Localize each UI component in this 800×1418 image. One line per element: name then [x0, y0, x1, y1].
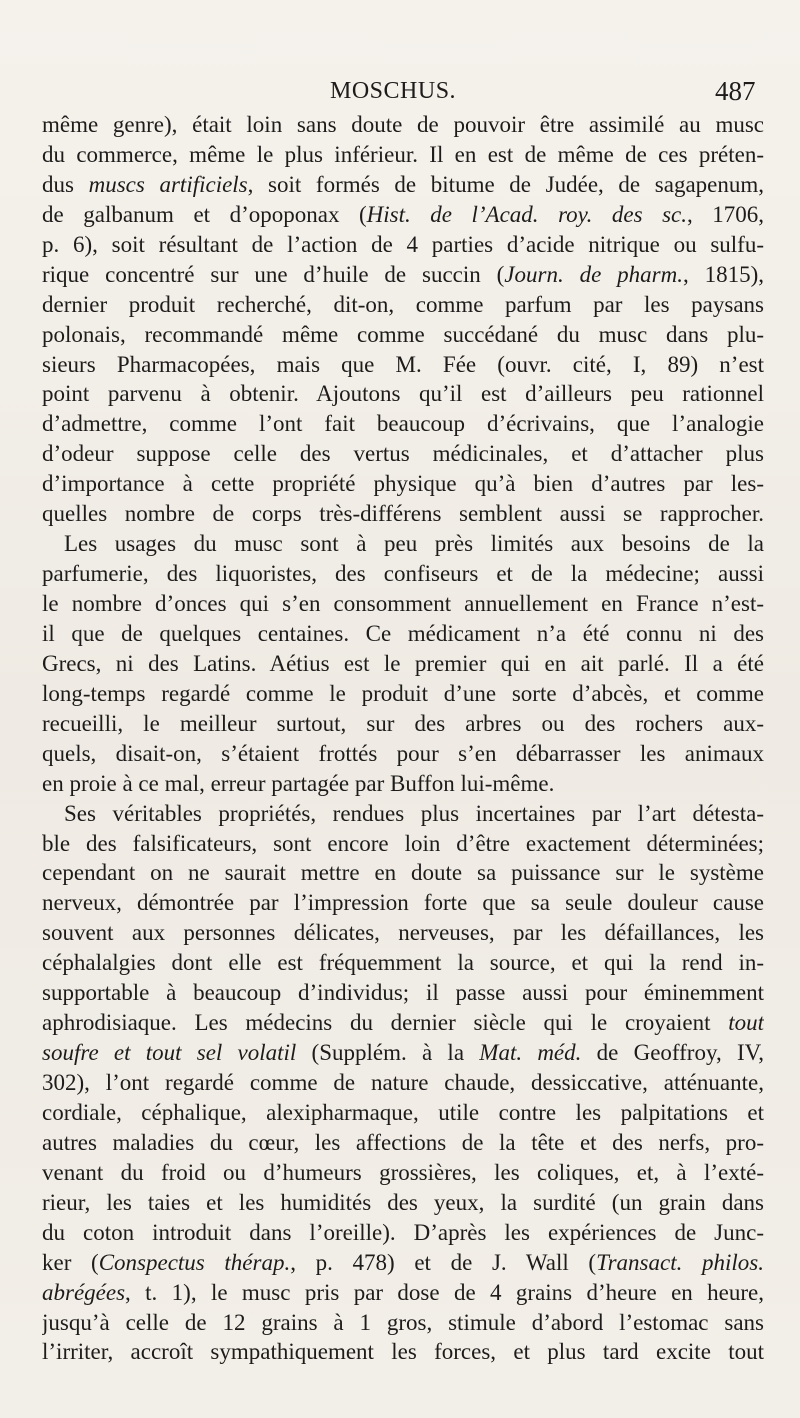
text-segment: rique concentré sur une d’huile de succin (: [42, 261, 505, 287]
text-segment: même genre), était loin sans doute de pouvoir être assimilé au musc: [42, 112, 764, 137]
text-line: [42, 888, 764, 918]
text-line: [42, 1218, 764, 1248]
text-line: [42, 170, 764, 200]
text-line: [42, 1008, 764, 1038]
text-segment: aphrodisiaque. Les médecins du dernier siècle qui le croyaient: [42, 1010, 729, 1036]
italic-term: muscs artificiels: [88, 171, 248, 197]
text-line: [42, 290, 764, 320]
text-segment: parfumerie, des liquoristes, des confiseurs et de la médecine; aussi: [42, 561, 764, 587]
text-segment: point parvenu à obtenir. Ajoutons qu’il est d’ailleurs peu rationnel: [42, 381, 764, 407]
text-segment: Les usages du musc sont à peu près limités aux besoins de la: [64, 531, 764, 557]
text-segment: de Geoffroy, IV,: [581, 1040, 764, 1066]
text-line: [42, 110, 764, 140]
text-segment: sieurs Pharmacopées, mais que M. Fée (ouvr. cité, I, 89) n’est: [42, 351, 764, 377]
text-segment: céphalalgies dont elle est fréquemment la source, et qui la rend in-: [42, 950, 764, 976]
page-number: 487: [715, 76, 756, 106]
text-segment: l’irriter, accroît sympathiquement les forces, et plus tard excite tout: [42, 1339, 764, 1365]
text-line: [42, 559, 764, 589]
italic-term: tout: [728, 1010, 764, 1036]
text-segment: dernier produit recherché, dit-on, comme parfum par les paysans: [42, 291, 764, 317]
text-segment: nerveux, démontrée par l’impression forte que sa seule douleur cause: [42, 890, 764, 916]
text-segment: quelles nombre de corps très-différens semblent aussi se rapprocher.: [42, 501, 764, 527]
text-segment: ble des falsificateurs, sont encore loin d’être exactement déterminées;: [42, 830, 764, 856]
page-header: [0, 74, 800, 110]
text-line: [42, 379, 764, 409]
text-line: [42, 1248, 764, 1278]
text-line: [42, 739, 764, 769]
text-segment: d’admettre, comme l’ont fait beaucoup d’écrivains, que l’analogie: [42, 411, 764, 437]
text-segment: d’odeur suppose celle des vertus médicinales, et d’attacher plus: [42, 441, 764, 467]
text-line: [42, 1128, 764, 1158]
text-segment: souvent aux personnes délicates, nerveuses, par les défaillances, les: [42, 920, 764, 946]
citation-title: Transact. philos.: [596, 1249, 764, 1275]
text-segment: d’importance à cette propriété physique qu’à bien d’autres par les-: [42, 471, 764, 497]
text-segment: recueilli, le meilleur surtout, sur des arbres ou des rochers aux-: [42, 710, 764, 736]
text-line: [42, 679, 764, 709]
text-line: [42, 858, 764, 888]
text-line: [42, 1158, 764, 1188]
paragraph-first-line: [42, 799, 764, 829]
text-segment: polonais, recommandé même comme succédané du musc dans plu-: [42, 321, 764, 347]
text-segment: , 1706,: [686, 201, 764, 227]
text-segment: quels, disait-on, s’étaient frottés pour s’en débarrasser les animaux: [42, 740, 764, 766]
text-segment: p. 6), soit résultant de l’action de 4 parties d’acide nitrique ou sulfu-: [42, 231, 764, 257]
text-segment: , p. 478) et de J. Wall (: [290, 1249, 597, 1275]
text-segment: ker (: [42, 1249, 99, 1275]
paragraph-first-line: [42, 529, 764, 559]
text-line: [42, 469, 764, 499]
text-line: [42, 978, 764, 1008]
text-line: [42, 1337, 764, 1367]
text-segment: il que de quelques centaines. Ce médicament n’a été connu ni des: [42, 620, 764, 646]
citation-title: Mat. méd.: [479, 1040, 582, 1066]
text-line: [42, 230, 764, 260]
text-segment: (Supplém. à la: [296, 1040, 480, 1066]
text-segment: Grecs, ni des Latins. Aétius est le premier qui en ait parlé. Il a été: [42, 650, 764, 676]
text-segment: jusqu’à celle de 12 grains à 1 gros, stimule d’abord l’estomac sans: [42, 1309, 764, 1335]
text-segment: rieur, les taies et les humidités des yeux, la surdité (un grain dans: [42, 1189, 764, 1215]
text-segment: , soit formés de bitume de Judée, de sagapenum,: [247, 171, 764, 197]
text-line: [42, 499, 764, 529]
text-segment: Ses véritables propriétés, rendues plus incertaines par l’art détesta-: [64, 800, 764, 826]
text-segment: cependant on ne saurait mettre en doute sa puissance sur le système: [42, 860, 764, 886]
text-line: [42, 619, 764, 649]
text-line: [42, 260, 764, 290]
citation-title: Hist. de l’Acad. roy. des sc.: [366, 201, 687, 227]
citation-title: Conspectus thérap.: [98, 1249, 291, 1275]
text-line: [42, 918, 764, 948]
text-segment: du commerce, même le plus inférieur. Il en est de même de ces préten-: [42, 141, 764, 167]
text-segment: de galbanum et d’opoponax (: [42, 201, 367, 227]
text-line: [42, 829, 764, 859]
text-line: [42, 649, 764, 679]
text-line: [42, 1308, 764, 1338]
text-line: [42, 409, 764, 439]
citation-title: Journ. de pharm.: [504, 261, 683, 287]
text-line: [42, 1188, 764, 1218]
running-title: MOSCHUS.: [330, 78, 457, 104]
body-text: [42, 110, 764, 1367]
text-segment: cordiale, céphalique, alexipharmaque, utile contre les palpitations et: [42, 1099, 764, 1125]
text-segment: supportable à beaucoup d’individus; il passe aussi pour éminemment: [42, 980, 764, 1006]
text-segment: du coton introduit dans l’oreille). D’après les expériences de Junc-: [42, 1219, 764, 1245]
text-line: [42, 350, 764, 380]
text-line: [42, 1278, 764, 1308]
text-line: [42, 1038, 764, 1068]
citation-title: abrégées: [42, 1279, 126, 1305]
text-segment: autres maladies du cœur, les affections de la tête et des nerfs, pro-: [42, 1129, 764, 1155]
text-line: [42, 320, 764, 350]
text-segment: venant du froid ou d’humeurs grossières, les coliques, et, à l’exté-: [42, 1159, 764, 1185]
text-segment: le nombre d’onces qui s’en consomment annuellement en France n’est-: [42, 591, 764, 616]
text-line: [42, 140, 764, 170]
text-line: [42, 948, 764, 978]
text-line: [42, 1098, 764, 1128]
text-line: [42, 439, 764, 469]
italic-term: soufre et tout sel volatil: [42, 1040, 297, 1066]
text-line: [42, 709, 764, 739]
text-line: [42, 1068, 764, 1098]
text-line: [42, 200, 764, 230]
text-segment: long-temps regardé comme le produit d’une sorte d’abcès, et comme: [42, 680, 764, 706]
text-segment: dus: [42, 171, 89, 197]
text-segment: 302), l’ont regardé comme de nature chaude, dessiccative, atténuante,: [42, 1070, 764, 1095]
text-segment: , 1815),: [682, 261, 764, 287]
text-line: [42, 589, 764, 619]
text-segment: , t. 1), le musc pris par dose de 4 grains d’heure en heure,: [125, 1279, 764, 1305]
text-segment: en proie à ce mal, erreur partagée par Buffon lui-même.: [42, 770, 555, 796]
paragraph-last-line: [42, 769, 764, 799]
